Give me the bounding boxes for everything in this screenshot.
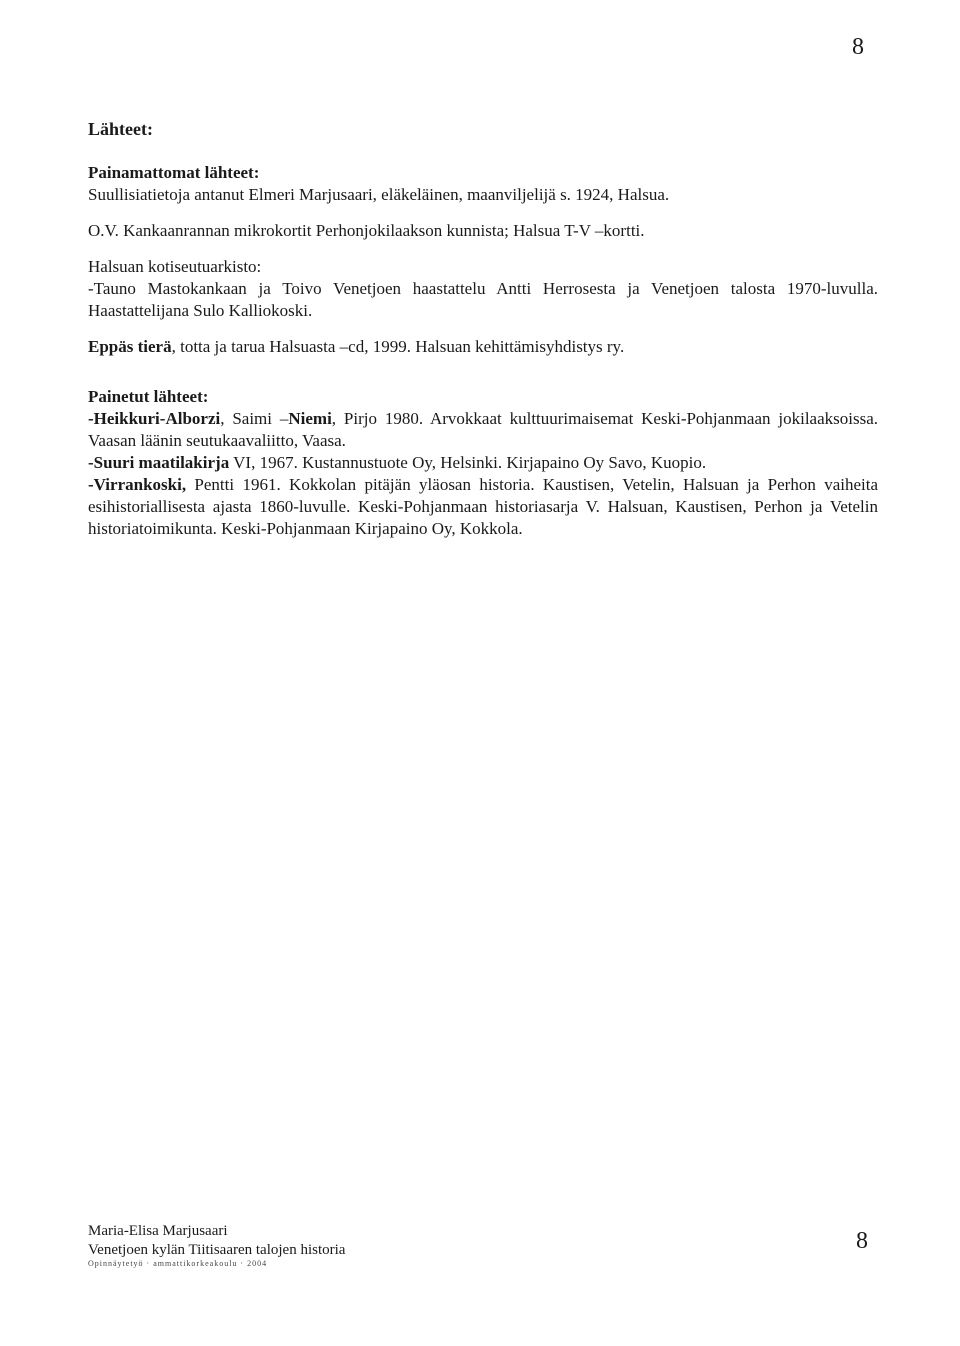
page-number: 8 [852, 34, 864, 60]
unprinted-line-1: Suullisiatietoja antanut Elmeri Marjusaari, eläkeläinen, maanviljelijä s. 1924, Halsua. [88, 185, 670, 204]
entry3-author: -Virrankoski, [88, 475, 187, 494]
footer-subtitle: Opinnäytetyö · ammattikorkeakoulu · 2004 [88, 1260, 268, 1268]
eppas-entry [88, 336, 878, 358]
entry1-author: -Heikkuri-Alborzi [88, 409, 221, 428]
entry1-author2: Niemi [288, 409, 332, 428]
printed-entry-3 [88, 474, 878, 540]
footer-page-number: 8 [856, 1228, 868, 1254]
printed-sources-title: Painetut lähteet: [88, 387, 209, 406]
printed-entry-1 [88, 408, 878, 452]
footer-title: Venetjoen kylän Tiitisaaren talojen historia [88, 1242, 346, 1258]
archive-text: -Tauno Mastokankaan ja Toivo Venetjoen haastattelu Antti Herrosesta ja Venetjoen talosta 1970-luvulla. Haastattelijana Sulo Kalliokoski. [88, 279, 878, 320]
page-footer [88, 1222, 878, 1268]
entry2-rest: VI, 1967. Kustannustuote Oy, Helsinki. Kirjapaino Oy Savo, Kuopio. [229, 453, 707, 472]
entry1-mid: , Saimi – [220, 409, 289, 428]
eppas-title: Eppäs tierä [88, 337, 172, 356]
entry3-rest: Pentti 1961. Kokkolan pitäjän yläosan historia. Kaustisen, Vetelin, Halsuan ja Perhon vaiheita esihistoriallisesta ajasta 1860-luvulle. Keski-Pohjanmaan historiasarja V. Halsuan, Kaustisen, Perhon ja Vetelin historiatoimikunta. Keski-Pohjanmaan Kirjapaino Oy, Kokkola. [88, 475, 878, 538]
unprinted-sources-title: Painamattomat lähteet: [88, 163, 260, 182]
unprinted-line-2: O.V. Kankaanrannan mikrokortit Perhonjokilaakson kunnista; Halsua T-V –kortti. [88, 221, 645, 240]
printed-entry-2 [88, 452, 878, 474]
entry1-rest: , Pirjo 1980. Arvokkaat kulttuurimaisemat Keski-Pohjanmaan jokilaaksoissa. Vaasan läänin seutukaavaliitto, Vaasa. [88, 409, 879, 450]
sources-heading: Lähteet: [88, 119, 153, 139]
archive-title: Halsuan kotiseutuarkisto: [88, 257, 262, 276]
document-body [88, 118, 878, 540]
footer-author: Maria-Elisa Marjusaari [88, 1223, 228, 1239]
eppas-rest: , totta ja tarua Halsuasta –cd, 1999. Halsuan kehittämisyhdistys ry. [171, 337, 625, 356]
entry2-title: -Suuri maatilakirja [88, 453, 230, 472]
